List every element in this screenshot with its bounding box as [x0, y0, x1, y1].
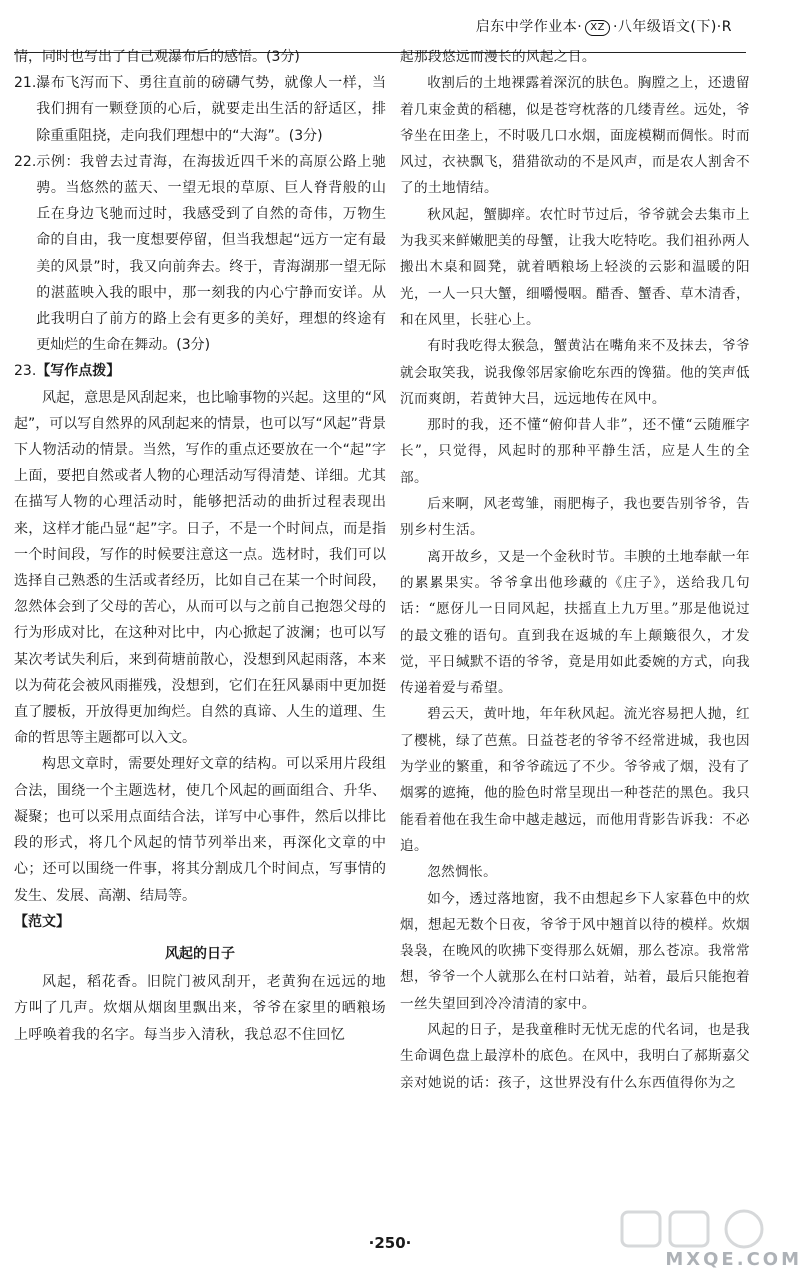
- answer-22-number: 22.: [14, 153, 37, 170]
- essay-paragraph-10: 如今，透过落地窗，我不由想起乡下人家暮色中的炊烟，想起无数个日夜，爷爷于风中翘首以待的模样。炊烟袅袅，在晚风的吹拂下变得那么妩媚，那么苍凉。我常常想，爷爷一个人就那么在村口站着，站着，最后只能抱着一丝失望回到冷冷清清的家中。: [400, 890, 750, 1012]
- page-number: ·250·: [368, 1234, 412, 1252]
- page-header: [0, 14, 810, 40]
- essay-paragraph-6: 后来啊，风老莺雏，雨肥梅子，我也要告别爷爷，告别乡村生活。: [400, 496, 750, 539]
- intro-line: 情，同时也写出了自己观瀑布后的感悟。(3分): [14, 49, 300, 65]
- answer-21-text: 瀑布飞泻而下、勇往直前的磅礴气势，就像人一样，当我们拥有一颗登顶的心后，就要走出生活的舒适区，排除重重阻挠，走向我们理想中的“大海”。(3分): [36, 75, 386, 144]
- essay-paragraph-11: 风起的日子，是我童稚时无忧无虑的代名词，也是我生命调色盘上最淳朴的底色。在风中，我明白了郝斯嘉父亲对她说的话：孩子，这世界没有什么东西值得你为之: [400, 1021, 750, 1091]
- essay-paragraph-9: 忽然惆怅。: [427, 864, 498, 881]
- answer-23: [14, 358, 386, 384]
- writing-tips-label: 【写作点拨】: [36, 363, 121, 380]
- writing-tips-paragraph-1: 风起，意思是风刮起来，也比喻事物的兴起。这里的“风起”，可以写自然界的风刮起来的情景，也可以写“风起”背景下人物活动的情景。当然，写作的重点还要放在一个“起”字上面，要把自然或者人物的心理活动写得清楚、详细。尤其在描写人物的心理活动时，能够把活动的曲折过程表现出来，这样才能凸显“起”字。日子，不是一个时间点，而是指一个时间段，写作的时候要注意这一点。选材时，我们可以选择自己熟悉的生活或者经历，比如自己在某一个时间段，忽然体会到了父母的苦心，从而可以与之前自己抱怨父母的行为形成对比，在这种对比中，内心掀起了波澜；也可以写某次考试失利后，来到荷塘前散心，没想到风起雨落，本来以为荷花会被风雨摧残，没想到，它们在狂风暴雨中更加挺直了腰板，开放得更加绚烂。自然的真谛、人生的道理、生命的哲思等主题都可以入文。: [14, 389, 386, 747]
- answer-21-number: 21.: [14, 75, 37, 92]
- header-title: [476, 16, 732, 36]
- writing-tips-paragraph-2: 构思文章时，需要处理好文章的结构。可以采用片段组合法，围绕一个主题选材，使几个风起的画面组合、升华、凝聚；也可以采用点面结合法，详写中心事件，然后以排比段的形式，将几个风起的情节列举出来，再深化文章的中心；还可以围绕一件事，将其分割成几个时间点，写事情的发生、发展、高潮、结局等。: [14, 756, 386, 904]
- left-column: [14, 44, 386, 1048]
- right-column: [400, 44, 750, 1096]
- answer-22-text: 示例：我曾去过青海，在海拔近四千米的高原公路上驰骋。当悠然的蓝天、一望无垠的草原、巨人脊背般的山丘在身边飞驰而过时，我感受到了自然的奇伟，万物生命的自由，我一度想要停留，但当我想起“远方一定有最美的风景”时，我又向前奔去。终于，青海湖那一望无际的湛蓝映入我的眼中，那一刻我的内心宁静而安详。从此我明白了前方的路上会有更多的美好，理想的终途有更灿烂的生命在舞动。(3分): [36, 153, 386, 354]
- answer-21: [14, 70, 386, 149]
- essay-continuation: 起那段悠远而漫长的风起之日。: [400, 49, 596, 65]
- model-essay-title: 风起的日子: [165, 945, 235, 962]
- header-badge: XZ: [585, 20, 610, 36]
- model-essay-paragraph-1: 风起，稻花香。旧院门被风刮开，老黄狗在远远的地方叫了几声。炊烟从烟囱里飘出来，爷爷在家里的晒粮场上呼唤着我的名字。每当步入清秋，我总忍不住回忆: [14, 974, 386, 1043]
- model-essay-label: 【范文】: [14, 913, 70, 930]
- essay-paragraph-8: 碧云天，黄叶地，年年秋风起。流光容易把人抛，红了樱桃，绿了芭蕉。日益苍老的爷爷不经常进城，我也因为学业的繁重，和爷爷疏远了不少。爷爷戒了烟，没有了烟雾的遮掩，他的脸色时常呈现出一种苍茫的黑色。我只能看着他在我生命中越走越远，而他用背影告诉我：不必追。: [400, 706, 750, 854]
- essay-paragraph-5: 那时的我，还不懂“俯仰昔人非”，还不懂“云随雁字长”，只觉得，风起时的那种平静生活，应是人生的全部。: [400, 417, 750, 486]
- watermark-text: MXQE.COM: [665, 1249, 802, 1270]
- essay-paragraph-7: 离开故乡，又是一个金秋时节。丰腴的土地奉献一年的累累果实。爷爷拿出他珍藏的《庄子》，送给我几句话：“愿伢儿一日同风起，扶摇直上九万里。”那是他说过的最文雅的语句。直到我在返城的车上颠簸很久，才发觉，平日缄默不语的爷爷，竟是用如此委婉的方式，向我传递着爱与希望。: [400, 548, 750, 697]
- header-title-prefix: 启东中学作业本·: [475, 19, 583, 35]
- essay-paragraph-2: 收割后的土地裸露着深沉的肤色。胸膛之上，还遗留着几束金黄的稻穗，似是苍穹枕落的几缕青丝。远处，爷爷坐在田垄上，不时吸几口水烟，面庞模糊而倜怅。时而风过，衣袂飘飞，猎猎欲动的不是风声，而是农人割舍不了的土地情结。: [400, 75, 750, 197]
- header-title-suffix: ·八年级语文(下)·R: [612, 19, 732, 35]
- answer-22: [14, 149, 386, 359]
- answer-23-number: 23.: [14, 363, 37, 380]
- essay-paragraph-4: 有时我吃得太猴急，蟹黄沾在嘴角来不及抹去，爷爷就会取笑我，说我像邻居家偷吃东西的馋猫。他的笑声低沉而爽朗，若黄钟大吕，远远地传在风中。: [400, 338, 750, 407]
- essay-paragraph-3: 秋风起，蟹脚痒。农忙时节过后，爷爷就会去集市上为我买来鲜嫩肥美的母蟹，让我大吃特吃。我们祖孙两人搬出木桌和圆凳，就着晒粮场上轻淡的云影和温暖的阳光，一人一只大蟹，细嚼慢咽。醋香、蟹香、草木清香，和在风里，长驻心上。: [400, 206, 750, 328]
